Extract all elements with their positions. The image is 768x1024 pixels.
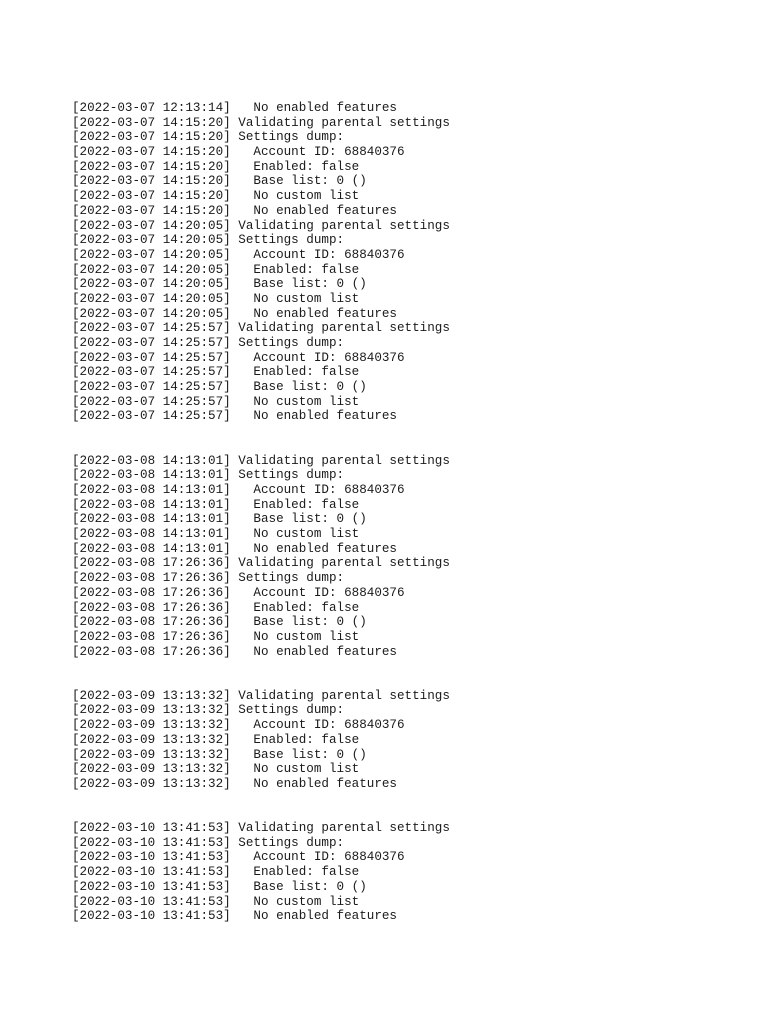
log-message: Settings dump: xyxy=(238,130,345,145)
log-message: No enabled features xyxy=(238,541,397,556)
log-timestamp: [2022-03-07 14:25:57] xyxy=(72,365,231,380)
log-timestamp: [2022-03-08 17:26:36] xyxy=(72,585,231,600)
log-message: Base list: 0 () xyxy=(238,879,367,894)
log-timestamp: [2022-03-07 14:25:57] xyxy=(72,350,231,365)
log-line xyxy=(72,527,752,542)
log-timestamp: [2022-03-09 13:13:32] xyxy=(72,732,231,747)
log-timestamp: [2022-03-08 17:26:36] xyxy=(72,615,231,630)
log-timestamp: [2022-03-09 13:13:32] xyxy=(72,762,231,777)
log-timestamp: [2022-03-10 13:41:53] xyxy=(72,821,231,836)
log-line xyxy=(72,512,752,527)
log-timestamp: [2022-03-09 13:13:32] xyxy=(72,776,231,791)
log-message: Enabled: false xyxy=(238,159,360,174)
log-timestamp: [2022-03-07 14:20:05] xyxy=(72,233,231,248)
log-message: No custom list xyxy=(238,394,360,409)
log-timestamp: [2022-03-10 13:41:53] xyxy=(72,865,231,880)
log-message: Account ID: 68840376 xyxy=(238,850,405,865)
log-message: Enabled: false xyxy=(238,497,360,512)
log-timestamp: [2022-03-07 14:15:20] xyxy=(72,203,231,218)
log-message: No custom list xyxy=(238,291,360,306)
log-line xyxy=(72,556,752,571)
log-message: Settings dump: xyxy=(238,336,345,350)
log-message: Account ID: 68840376 xyxy=(238,483,405,497)
log-line xyxy=(72,454,752,469)
log-line xyxy=(72,718,752,733)
log-line xyxy=(72,395,752,410)
log-line xyxy=(72,307,752,322)
log-line xyxy=(72,762,752,777)
log-message: Validating parental settings xyxy=(238,218,450,233)
log-line xyxy=(72,498,752,513)
log-message: No custom list xyxy=(238,894,360,909)
log-line xyxy=(72,145,752,160)
log-timestamp: [2022-03-07 14:20:05] xyxy=(72,277,231,292)
log-message: Enabled: false xyxy=(238,600,360,615)
log-timestamp: [2022-03-07 14:25:57] xyxy=(72,336,231,350)
log-message: Validating parental settings xyxy=(238,821,450,836)
log-block xyxy=(72,454,752,660)
log-message: No enabled features xyxy=(238,909,397,924)
log-message: No enabled features xyxy=(238,306,397,321)
log-message: Enabled: false xyxy=(238,732,360,747)
log-message: Enabled: false xyxy=(238,865,360,880)
log-message: Validating parental settings xyxy=(238,556,450,571)
log-message: Account ID: 68840376 xyxy=(238,718,405,733)
log-message: No enabled features xyxy=(238,203,397,218)
log-message: Base list: 0 () xyxy=(238,512,367,527)
log-line xyxy=(72,601,752,616)
log-message: Settings dump: xyxy=(238,703,345,718)
log-timestamp: [2022-03-08 17:26:36] xyxy=(72,571,231,586)
log-message: Settings dump: xyxy=(238,468,345,483)
log-message: Base list: 0 () xyxy=(238,174,367,189)
log-line xyxy=(72,836,752,851)
log-block xyxy=(72,689,752,792)
log-timestamp: [2022-03-10 13:41:53] xyxy=(72,909,231,924)
log-timestamp: [2022-03-08 14:13:01] xyxy=(72,483,231,497)
log-timestamp: [2022-03-08 14:13:01] xyxy=(72,497,231,512)
log-line xyxy=(72,189,752,204)
log-timestamp: [2022-03-10 13:41:53] xyxy=(72,894,231,909)
log-message: Base list: 0 () xyxy=(238,380,367,395)
log-line xyxy=(72,233,752,248)
log-line xyxy=(72,703,752,718)
log-line xyxy=(72,292,752,307)
log-line xyxy=(72,615,752,630)
log-timestamp: [2022-03-07 14:15:20] xyxy=(72,145,231,160)
log-timestamp: [2022-03-10 13:41:53] xyxy=(72,850,231,865)
log-line xyxy=(72,219,752,234)
log-message: Account ID: 68840376 xyxy=(238,350,405,365)
log-timestamp: [2022-03-08 17:26:36] xyxy=(72,556,231,571)
log-timestamp: [2022-03-09 13:13:32] xyxy=(72,747,231,762)
log-line xyxy=(72,409,752,424)
log-line xyxy=(72,116,752,131)
log-line xyxy=(72,160,752,175)
log-timestamp: [2022-03-10 13:41:53] xyxy=(72,835,231,850)
log-message: Account ID: 68840376 xyxy=(238,247,405,262)
log-line xyxy=(72,204,752,219)
log-line xyxy=(72,689,752,704)
log-line xyxy=(72,336,752,351)
log-line xyxy=(72,850,752,865)
log-line xyxy=(72,365,752,380)
log-timestamp: [2022-03-08 17:26:36] xyxy=(72,629,231,644)
log-line xyxy=(72,586,752,601)
log-timestamp: [2022-03-07 14:25:57] xyxy=(72,321,231,336)
log-line xyxy=(72,101,752,116)
log-message: Enabled: false xyxy=(238,262,360,277)
log-timestamp: [2022-03-07 14:25:57] xyxy=(72,380,231,395)
log-timestamp: [2022-03-09 13:13:32] xyxy=(72,688,231,703)
log-line xyxy=(72,380,752,395)
log-message: No enabled features xyxy=(238,101,397,115)
log-timestamp: [2022-03-07 14:20:05] xyxy=(72,262,231,277)
log-timestamp: [2022-03-07 14:25:57] xyxy=(72,394,231,409)
log-block xyxy=(72,101,752,424)
log-message: No custom list xyxy=(238,762,360,777)
log-message: Settings dump: xyxy=(238,571,345,586)
log-line xyxy=(72,321,752,336)
log-block xyxy=(72,821,752,924)
log-timestamp: [2022-03-07 14:15:20] xyxy=(72,115,231,130)
log-timestamp: [2022-03-07 14:15:20] xyxy=(72,189,231,204)
log-timestamp: [2022-03-08 14:13:01] xyxy=(72,512,231,527)
log-message: No custom list xyxy=(238,629,360,644)
log-message: Base list: 0 () xyxy=(238,277,367,292)
log-timestamp: [2022-03-08 14:13:01] xyxy=(72,468,231,483)
log-message: No enabled features xyxy=(238,644,397,659)
log-timestamp: [2022-03-08 14:13:01] xyxy=(72,527,231,542)
log-message: No enabled features xyxy=(238,776,397,791)
log-line xyxy=(72,130,752,145)
log-timestamp: [2022-03-07 14:25:57] xyxy=(72,409,231,424)
log-line xyxy=(72,483,752,498)
log-line xyxy=(72,263,752,278)
log-line xyxy=(72,277,752,292)
log-timestamp: [2022-03-07 14:20:05] xyxy=(72,291,231,306)
log-message: Validating parental settings xyxy=(238,321,450,336)
log-timestamp: [2022-03-08 14:13:01] xyxy=(72,453,231,468)
log-line xyxy=(72,248,752,263)
log-message: Account ID: 68840376 xyxy=(238,585,405,600)
log-line xyxy=(72,351,752,366)
log-message: Validating parental settings xyxy=(238,453,450,468)
log-line xyxy=(72,748,752,763)
log-timestamp: [2022-03-07 14:20:05] xyxy=(72,218,231,233)
log-timestamp: [2022-03-08 17:26:36] xyxy=(72,600,231,615)
log-line xyxy=(72,542,752,557)
log-line xyxy=(72,174,752,189)
log-line xyxy=(72,571,752,586)
log-document xyxy=(72,101,752,924)
log-timestamp: [2022-03-07 12:13:14] xyxy=(72,101,231,115)
log-line xyxy=(72,468,752,483)
log-timestamp: [2022-03-07 14:15:20] xyxy=(72,174,231,189)
log-timestamp: [2022-03-09 13:13:32] xyxy=(72,718,231,733)
log-timestamp: [2022-03-10 13:41:53] xyxy=(72,879,231,894)
log-message: Base list: 0 () xyxy=(238,747,367,762)
log-line xyxy=(72,733,752,748)
log-message: Validating parental settings xyxy=(238,115,450,130)
log-line xyxy=(72,630,752,645)
log-line xyxy=(72,895,752,910)
log-line xyxy=(72,645,752,660)
log-timestamp: [2022-03-08 17:26:36] xyxy=(72,644,231,659)
log-message: Account ID: 68840376 xyxy=(238,145,405,160)
log-message: No custom list xyxy=(238,189,360,204)
log-message: No custom list xyxy=(238,527,360,542)
log-line xyxy=(72,865,752,880)
log-timestamp: [2022-03-07 14:15:20] xyxy=(72,130,231,145)
log-line xyxy=(72,880,752,895)
log-timestamp: [2022-03-07 14:20:05] xyxy=(72,306,231,321)
log-message: Settings dump: xyxy=(238,835,345,850)
log-message: Base list: 0 () xyxy=(238,615,367,630)
log-timestamp: [2022-03-07 14:20:05] xyxy=(72,247,231,262)
log-message: Validating parental settings xyxy=(238,688,450,703)
log-timestamp: [2022-03-07 14:15:20] xyxy=(72,159,231,174)
log-timestamp: [2022-03-09 13:13:32] xyxy=(72,703,231,718)
log-message: No enabled features xyxy=(238,409,397,424)
log-line xyxy=(72,821,752,836)
log-line xyxy=(72,777,752,792)
log-line xyxy=(72,909,752,924)
log-timestamp: [2022-03-08 14:13:01] xyxy=(72,541,231,556)
log-message: Enabled: false xyxy=(238,365,360,380)
log-message: Settings dump: xyxy=(238,233,345,248)
